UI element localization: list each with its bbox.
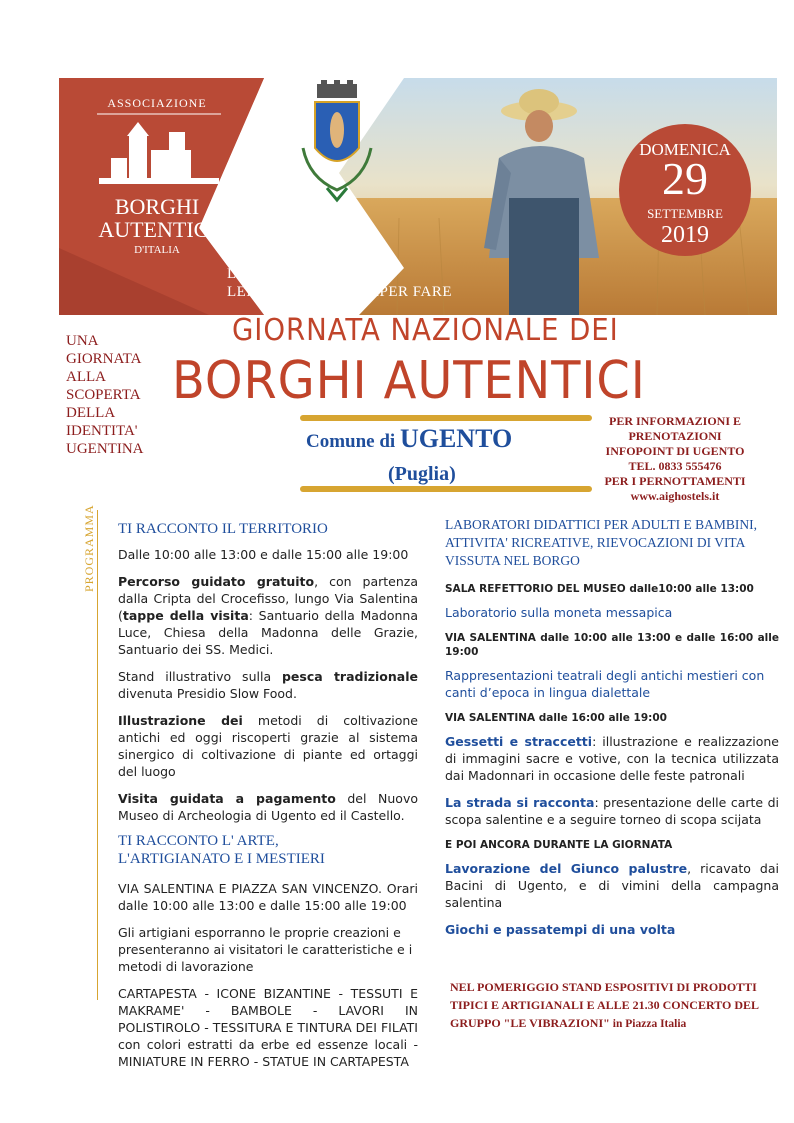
activity-item: Giochi e passatempi di una volta bbox=[445, 922, 676, 937]
program-paragraph bbox=[118, 573, 418, 658]
text: divenuta Presidio Slow Food. bbox=[118, 686, 297, 701]
activity-item bbox=[445, 860, 779, 911]
programma-label: PROGRAMMA bbox=[82, 504, 96, 592]
location-caption: VIA SALENTINA dalle 16:00 alle 19:00 bbox=[445, 712, 667, 724]
region-label: (Puglia) bbox=[388, 463, 456, 485]
location-caption: E POI ANCORA DURANTE LA GIORNATA bbox=[445, 839, 673, 851]
section-title-arte bbox=[118, 832, 418, 868]
comune-name: UGENTO bbox=[399, 424, 513, 453]
slogan-line2: LENTEZZA E DEL SAPER FARE bbox=[227, 284, 452, 300]
highlight: tappe della visita bbox=[122, 608, 249, 623]
text: , ricavato dai Bacini di Ugento, e di vimini della campagna salentina bbox=[445, 861, 779, 910]
association-name-line2: AUTENTICI bbox=[98, 217, 216, 242]
info-line: PER I PERNOTTAMENTI bbox=[604, 474, 746, 488]
date-month: SETTEMBRE bbox=[647, 206, 723, 221]
text: : illustrazione e realizzazione di immagini sacre e votive, con la tecnica utilizzata dai Madonnari in occasione delle feste patronali bbox=[445, 734, 779, 783]
text: metodi di coltivazione antichi ed oggi riscoperti grazie al sistema sinergico di coltivazione di piante ed ortaggi del luogo bbox=[118, 713, 418, 779]
program-paragraph: Gli artigiani esporranno le proprie creazioni e presenteranno ai visitatori le caratteristiche e i metodi di lavorazione bbox=[118, 925, 413, 974]
activity-item bbox=[445, 794, 779, 828]
activity-item bbox=[445, 733, 779, 784]
highlight: Gessetti e straccetti bbox=[445, 734, 593, 749]
footer-note bbox=[450, 978, 770, 1033]
highlight: Percorso guidato gratuito bbox=[118, 574, 315, 589]
section-title-territorio: TI RACCONTO IL TERRITORIO bbox=[118, 521, 328, 537]
brush-divider-top bbox=[300, 415, 592, 421]
tagline-line: GIORNATA bbox=[66, 351, 142, 367]
tagline-line: UNA bbox=[66, 333, 99, 349]
tagline-line: IDENTITA' bbox=[66, 423, 138, 439]
activity-item: Laboratorio sulla moneta messapica bbox=[445, 605, 673, 620]
highlight: Lavorazione del Giunco palustre bbox=[445, 861, 688, 876]
date-number: 29 bbox=[662, 153, 708, 204]
program-right-column bbox=[445, 516, 779, 948]
highlight: Visita guidata a pagamento bbox=[118, 791, 336, 806]
association-name-line1: BORGHI bbox=[114, 194, 200, 219]
program-left-column bbox=[118, 520, 418, 1080]
association-name-line3: D'ITALIA bbox=[134, 244, 180, 256]
section-place: VIA SALENTINA E PIAZZA SAN VINCENZO. Orari dalle 10:00 alle 13:00 e dalle 15:00 alle 19:00 bbox=[118, 881, 418, 913]
footer-text: NEL POMERIGGIO STAND ESPOSITIVI DI PRODOTTI TIPICI E ARTIGIANALI E ALLE 21.30 CONCERTO DEL GRUPPO "LE VIBRAZIONI" bbox=[450, 980, 759, 1030]
brush-divider-bottom bbox=[300, 486, 592, 492]
program-paragraph bbox=[118, 790, 418, 824]
date-day: DOMENICA bbox=[639, 140, 731, 159]
activity-item: Rappresentazioni teatrali degli antichi mestieri con canti d’epoca in lingua dialettale bbox=[445, 668, 765, 700]
info-phone: TEL. 0833 555476 bbox=[628, 459, 722, 473]
title-line: L'ARTIGIANATO E I MESTIERI bbox=[118, 851, 325, 867]
title-line2: BORGHI AUTENTICI bbox=[172, 351, 646, 411]
header-banner bbox=[59, 78, 777, 315]
crafts-list: CARTAPESTA - ICONE BIZANTINE - TESSUTI E MAKRAME' - BAMBOLE - LAVORI IN POLISTIROLO - TESSITURA E TINTURA DEI FILATI con colori estratti da erbe ed essenze locali - MINIATURE IN FERRO - STATUE IN CARTAPESTA bbox=[118, 986, 418, 1069]
info-line: INFOPOINT DI UGENTO bbox=[605, 444, 745, 458]
highlight: Illustrazione dei bbox=[118, 713, 243, 728]
highlight: pesca tradizionale bbox=[281, 669, 418, 684]
association-label: ASSOCIAZIONE bbox=[107, 96, 207, 110]
program-paragraph bbox=[118, 712, 418, 780]
text: Stand illustrativo sulla bbox=[118, 669, 282, 684]
highlight: La strada si racconta bbox=[445, 795, 595, 810]
section-hours: Dalle 10:00 alle 13:00 e dalle 15:00 alle 19:00 bbox=[118, 547, 409, 562]
info-line: PRENOTAZIONI bbox=[628, 429, 722, 443]
text: , con partenza dalla Cripta del Crocefisso, lungo Via Salentina ( bbox=[118, 574, 418, 623]
tagline-line: UGENTINA bbox=[66, 441, 144, 457]
comune-heading bbox=[306, 424, 512, 454]
location-caption: VIA SALENTINA dalle 10:00 alle 13:00 e dalle 16:00 alle 19:00 bbox=[445, 632, 779, 658]
info-box bbox=[590, 414, 760, 504]
info-line: PER INFORMAZIONI E bbox=[608, 414, 741, 428]
text: : Santuario della Madonna Luce, Chiesa della Madonna delle Grazie, Santuario dei SS. Medici. bbox=[118, 608, 418, 657]
tagline-line: SCOPERTA bbox=[66, 387, 141, 403]
tagline bbox=[66, 332, 176, 458]
title-line1: GIORNATA NAZIONALE DEI bbox=[232, 313, 619, 348]
text: del Nuovo Museo di Archeologia di Ugento ed il Castello. bbox=[118, 791, 418, 823]
comune-prefix: Comune di bbox=[306, 431, 396, 452]
footer-place: in Piazza Italia bbox=[612, 1018, 687, 1030]
slogan-line1: LUOGHI DELLA bbox=[227, 266, 344, 282]
program-paragraph bbox=[118, 668, 418, 702]
tagline-line: DELLA bbox=[66, 405, 116, 421]
section-title-laboratori: LABORATORI DIDATTICI PER ADULTI E BAMBINI, ATTIVITA' RICREATIVE, RIEVOCAZIONI DI VITA VISSUTA NEL BORGO bbox=[445, 517, 758, 568]
tagline-line: ALLA bbox=[66, 369, 106, 385]
text: : presentazione delle carte di scopa salentine e a seguire torneo di scopa scijata bbox=[445, 795, 779, 827]
programma-rule bbox=[97, 510, 98, 1000]
date-year: 2019 bbox=[661, 222, 709, 248]
location-caption: SALA REFETTORIO DEL MUSEO dalle10:00 alle 13:00 bbox=[445, 583, 754, 595]
title-line: TI RACCONTO L' ARTE, bbox=[118, 833, 279, 849]
info-website-link[interactable]: www.aighostels.it bbox=[630, 489, 720, 503]
